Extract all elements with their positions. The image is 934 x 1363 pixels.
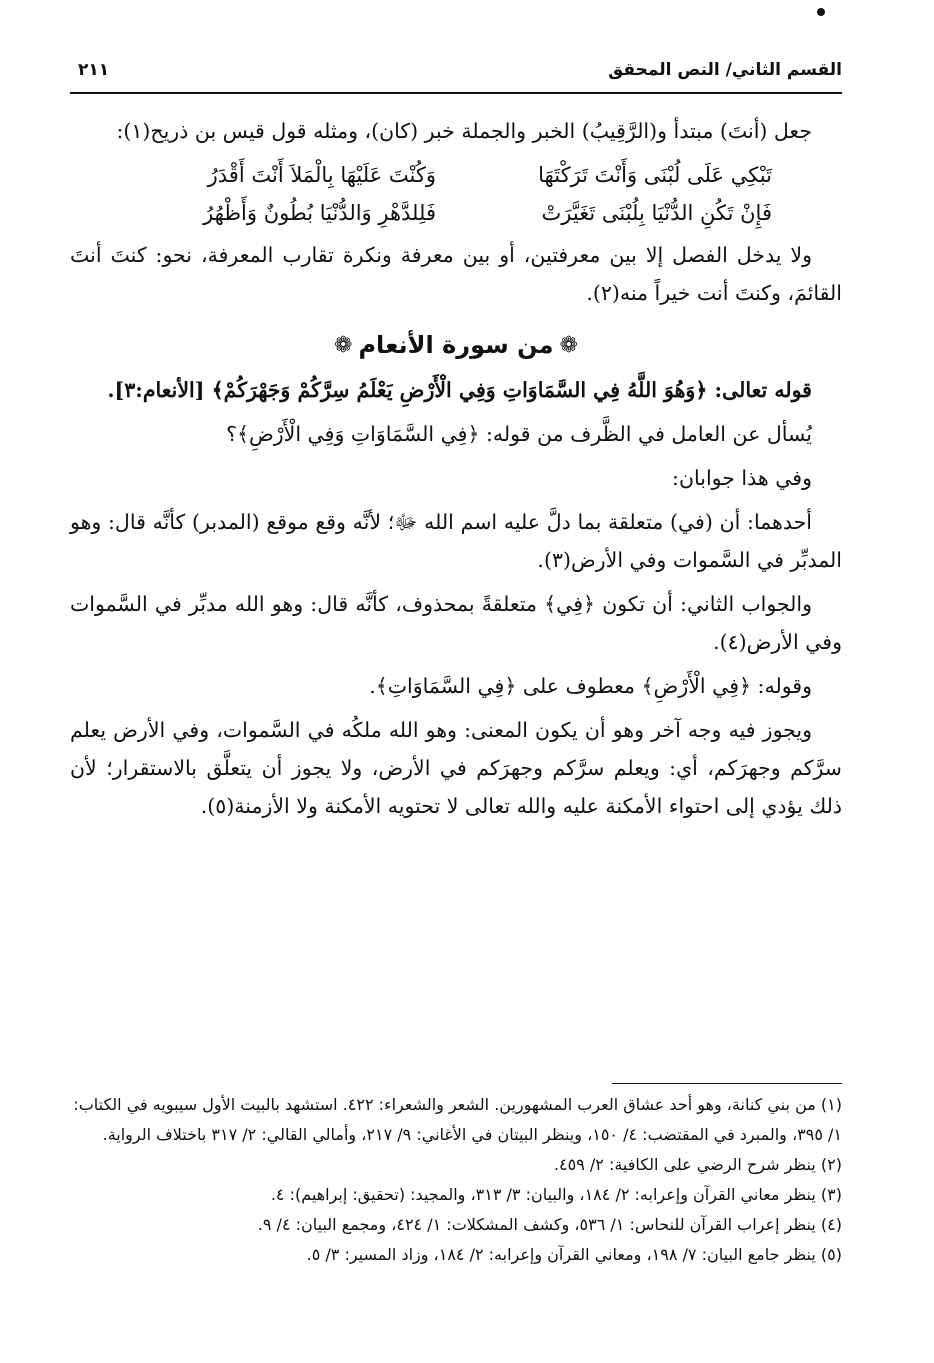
footnote-4: (٤) ينظر إعراب القرآن للنحاس: ١/ ٥٣٦، وكشف المشكلات: ١/ ٤٢٤، ومجمع البيان: ٤/ ٩. [257,1215,842,1234]
verse-line1-second-hemistich: وَكُنْتَ عَلَيْهَا بِالْمَلاَ أَنْتَ أَقْدَرُ [207,163,436,187]
footnotes [70,1090,842,1270]
paragraph-alternative: ويجوز فيه وجه آخر وهو أن يكون المعنى: وهو الله ملكُه في السَّموات، وفي الأرض يعلم سرَّكم وجهرَكم، أي: ويعلم سرَّكم وجهرَكم في الأرض، ولا يجوز أن يتعلَّق بالاستقرار؛ لأن ذلك يؤدي إلى احتواء الأمكنة عليه والله تعالى لا تحتويه الأمكنة ولا الأزمنة(٥). [70,718,842,818]
main-text [70,112,842,831]
poem-verses [70,156,842,232]
page-number: ٢١١ [78,60,110,80]
footnote-1: (١) من بني كنانة، وهو أحد عشاق العرب المشهورين. الشعر والشعراء: ٤٢٢. استشهد بالبيت الأول سيبويه في الكتاب: ١/ ٣٩٥، والمبرد في المقتضب: ٤/ ١٥٠، وينظر البيتان في الأغاني: ٩/ ٢١٧، وأمالي القالي: ٢/ ٣١٧ باختلاف الرواية. [73,1095,842,1144]
paragraph-intro: جعل (أنتَ) مبتدأ و(الرَّقِيبُ) الخبر والجملة خبر (كان)، ومثله قول قيس بن ذريح(١): [116,119,812,143]
footnote-2: (٢) ينظر شرح الرضي على الكافية: ٢/ ٤٥٩. [553,1155,842,1174]
footnote-3: (٣) ينظر معاني القرآن وإعرابه: ٢/ ١٨٤، والبيان: ٣/ ٣١٣، والمجيد: (تحقيق: إبراهيم): ٤. [270,1185,842,1204]
ink-dot [817,8,825,16]
section-heading-text: من سورة الأنعام [358,331,554,359]
running-header [70,58,842,90]
ornament-left-icon: ❁ [334,333,353,358]
paragraph-answer-two: والجواب الثاني: أن تكون ﴿فِي﴾ متعلقةً بمحذوف، كأنَّه قال: وهو الله مدبِّر في السَّموات وفي الأرض(٤). [70,592,842,654]
verse-line2-first-hemistich: فَإِنْ تَكُنِ الدُّنْيَا بِلُبْنَى تَغَيَّرَتْ [541,201,772,225]
paragraph-answer-one: أحدهما: أن (في) متعلقة بما دلَّ عليه اسم الله ﷻ؛ لأنَّه وقع موقع (المدبر) كأنَّه قال: وهو المدبِّر في السَّموات وفي الأرض(٣). [70,510,842,572]
ornament-right-icon: ❁ [559,333,578,358]
paragraph-fasl: ولا يدخل الفصل إلا بين معرفتين، أو بين معرفة ونكرة تقارب المعرفة، نحو: كنتَ أنتَ القائمَ، وكنتَ أنت خيراً منه(٢). [70,243,842,305]
section-heading [70,326,842,365]
footnote-rule [612,1083,842,1084]
paragraph-question: يُسأل عن العامل في الظَّرف من قوله: ﴿فِي السَّمَاوَاتِ وَفِي الْأَرْضِ﴾؟ [226,422,812,446]
paragraph-verse-citation: قوله تعالى: ﴿وَهُوَ اللَّهُ فِي السَّمَاوَاتِ وَفِي الْأَرْضِ يَعْلَمُ سِرَّكُمْ وَجَهْرَكُمْ﴾ [الأنعام:٣]. [107,378,812,402]
header-title: القسم الثاني/ النص المحقق [608,60,842,80]
footnote-5: (٥) ينظر جامع البيان: ٧/ ١٩٨، ومعاني القرآن وإعرابه: ٢/ ١٨٤، وزاد المسير: ٣/ ٥. [306,1245,842,1264]
paragraph-conjunction: وقوله: ﴿فِي الْأَرْضِ﴾ معطوف على ﴿فِي السَّمَاوَاتِ﴾. [369,674,812,698]
verse-line1-first-hemistich: تَبْكِي عَلَى لُبْنَى وَأَنْتَ تَرَكْتَهَا [538,163,772,187]
paragraph-answers-intro: وفي هذا جوابان: [672,466,812,490]
verse-line2-second-hemistich: فَلِلدَّهْرِ وَالدُّنْيَا بُطُونٌ وَأَظْهُرُ [203,201,436,225]
header-rule [70,92,842,94]
